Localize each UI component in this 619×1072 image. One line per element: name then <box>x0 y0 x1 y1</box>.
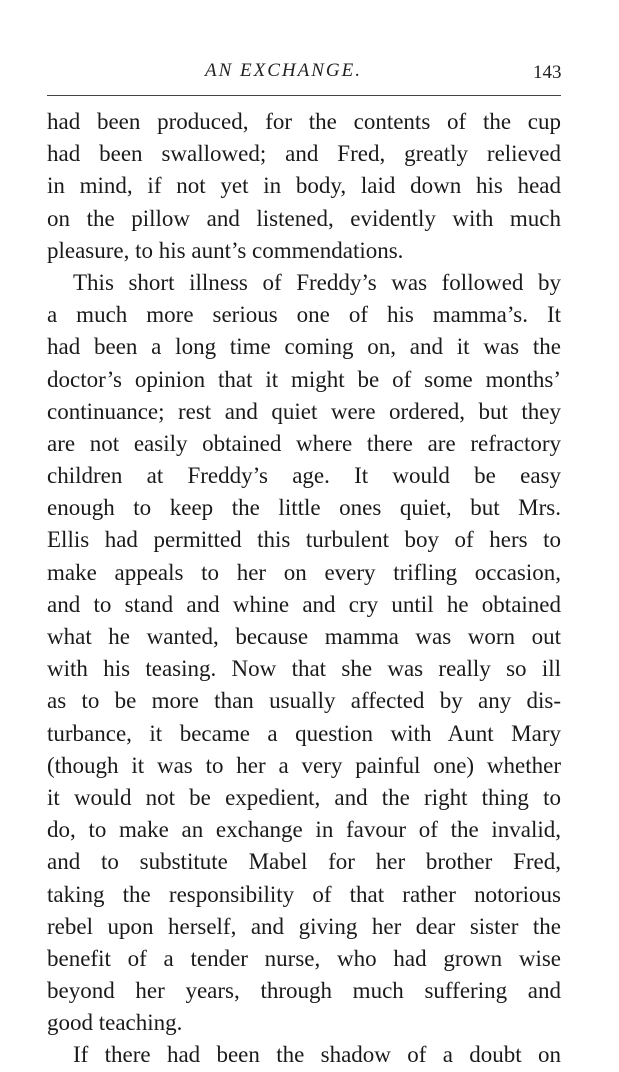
text-line: pleasure, to his aunt’s commendations. <box>47 237 404 263</box>
paragraph-3 <box>47 1039 561 1071</box>
text-line: taking the responsibility of that rather notorious <box>47 881 561 907</box>
text-line: make appeals to her on every trifling occasion, <box>47 559 561 585</box>
text-line: in mind, if not yet in body, laid down his head <box>47 173 561 199</box>
text-line: children at Freddy’s age. It would be easy <box>47 463 561 489</box>
text-line: Ellis had permitted this turbulent boy of hers to <box>47 527 561 553</box>
text-line: are not easily obtained where there are refractory <box>47 430 561 456</box>
paragraph-2 <box>47 267 561 1040</box>
text-line: and to stand and whine and cry until he obtained <box>47 591 561 617</box>
text-line: had been produced, for the contents of the cup <box>47 109 561 134</box>
text-line: turbance, it became a question with Aunt Mary <box>47 720 561 746</box>
text-line: what he wanted, because mamma was worn out <box>47 624 561 649</box>
text-line: benefit of a tender nurse, who had grown wise <box>47 945 561 971</box>
text-line: This short illness of Freddy’s was followed by <box>73 269 561 295</box>
text-line: beyond her years, through much suffering and <box>47 978 561 1004</box>
text-line: on the pillow and listened, evidently with much <box>47 205 561 231</box>
text-line: doctor’s opinion that it might be of some months’ <box>47 366 561 392</box>
text-line: continuance; rest and quiet were ordered, but they <box>47 398 561 424</box>
body-text <box>47 106 561 1072</box>
text-line: it would not be expedient, and the right thing to <box>47 784 561 810</box>
paragraph-1 <box>47 106 561 267</box>
text-line: and to substitute Mabel for her brother Fred, <box>47 849 561 875</box>
text-line: do, to make an exchange in favour of the invalid, <box>47 817 561 843</box>
text-line: rebel upon herself, and giving her dear sister the <box>47 913 561 939</box>
text-line: as to be more than usually affected by any dis- <box>47 688 561 714</box>
text-line: had been swallowed; and Fred, greatly relieved <box>47 141 561 167</box>
text-line: If there had been the shadow of a doubt on <box>73 1042 561 1068</box>
header-rule <box>47 95 561 96</box>
text-line: (though it was to her a very painful one) whether <box>47 752 561 778</box>
running-title: AN EXCHANGE. <box>205 60 362 81</box>
text-line: had been a long time coming on, and it was the <box>47 334 561 360</box>
text-line: with his teasing. Now that she was really so ill <box>47 656 561 682</box>
text-line: good teaching. <box>47 1010 183 1036</box>
text-line: enough to keep the little ones quiet, but Mrs. <box>47 495 561 521</box>
running-head <box>0 58 619 88</box>
text-line: a much more serious one of his mamma’s. It <box>47 302 561 328</box>
page-number: 143 <box>533 62 562 83</box>
